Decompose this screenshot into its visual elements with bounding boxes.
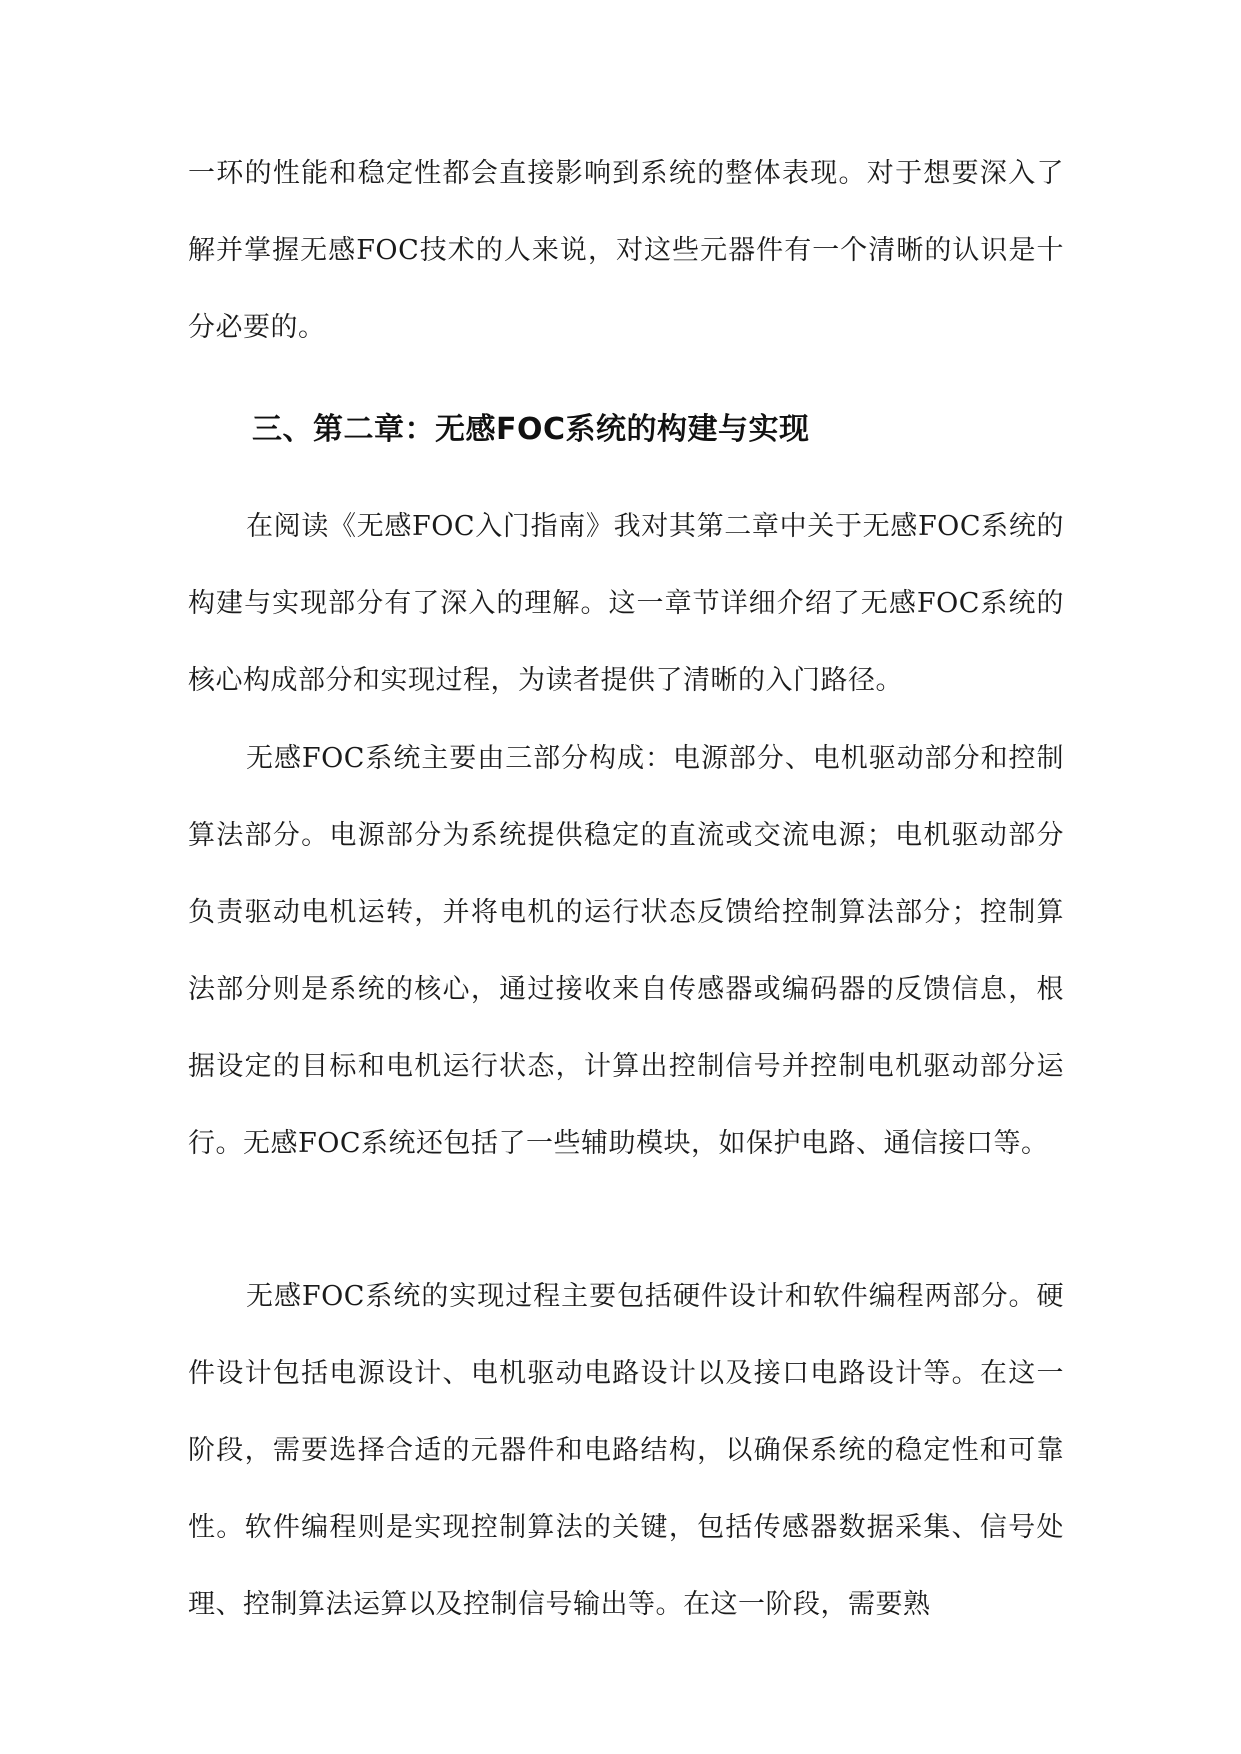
continued-paragraph: 一环的性能和稳定性都会直接影响到系统的整体表现。对于想要深入了解并掌握无感FOC技术的人来说，对这些元器件有一个清晰的认识是十分必要的。 [188, 158, 1064, 343]
body-paragraph: 无感FOC系统的实现过程主要包括硬件设计和软件编程两部分。硬件设计包括电源设计、电机驱动电路设计以及接口电路设计等。在这一阶段，需要选择合适的元器件和电路结构，以确保系统的稳定性和可靠性。软件编程则是实现控制算法的关键，包括传感器数据采集、信号处理、控制算法运算以及控制信号输出等。在这一阶段，需要熟 [188, 1281, 1064, 1620]
section-heading: 三、第二章：无感FOC系统的构建与实现 [252, 412, 810, 447]
body-paragraph: 无感FOC系统主要由三部分构成：电源部分、电机驱动部分和控制算法部分。电源部分为系统提供稳定的直流或交流电源；电机驱动部分负责驱动电机运转，并将电机的运行状态反馈给控制算法部分；控制算法部分则是系统的核心，通过接收来自传感器或编码器的反馈信息，根据设定的目标和电机运行状态，计算出控制信号并控制电机驱动部分运行。无感FOC系统还包括了一些辅助模块，如保护电路、通信接口等。 [188, 743, 1064, 1159]
body-paragraph: 在阅读《无感FOC入门指南》我对其第二章中关于无感FOC系统的构建与实现部分有了深入的理解。这一章节详细介绍了无感FOC系统的核心构成部分和实现过程，为读者提供了清晰的入门路径。 [188, 511, 1064, 696]
